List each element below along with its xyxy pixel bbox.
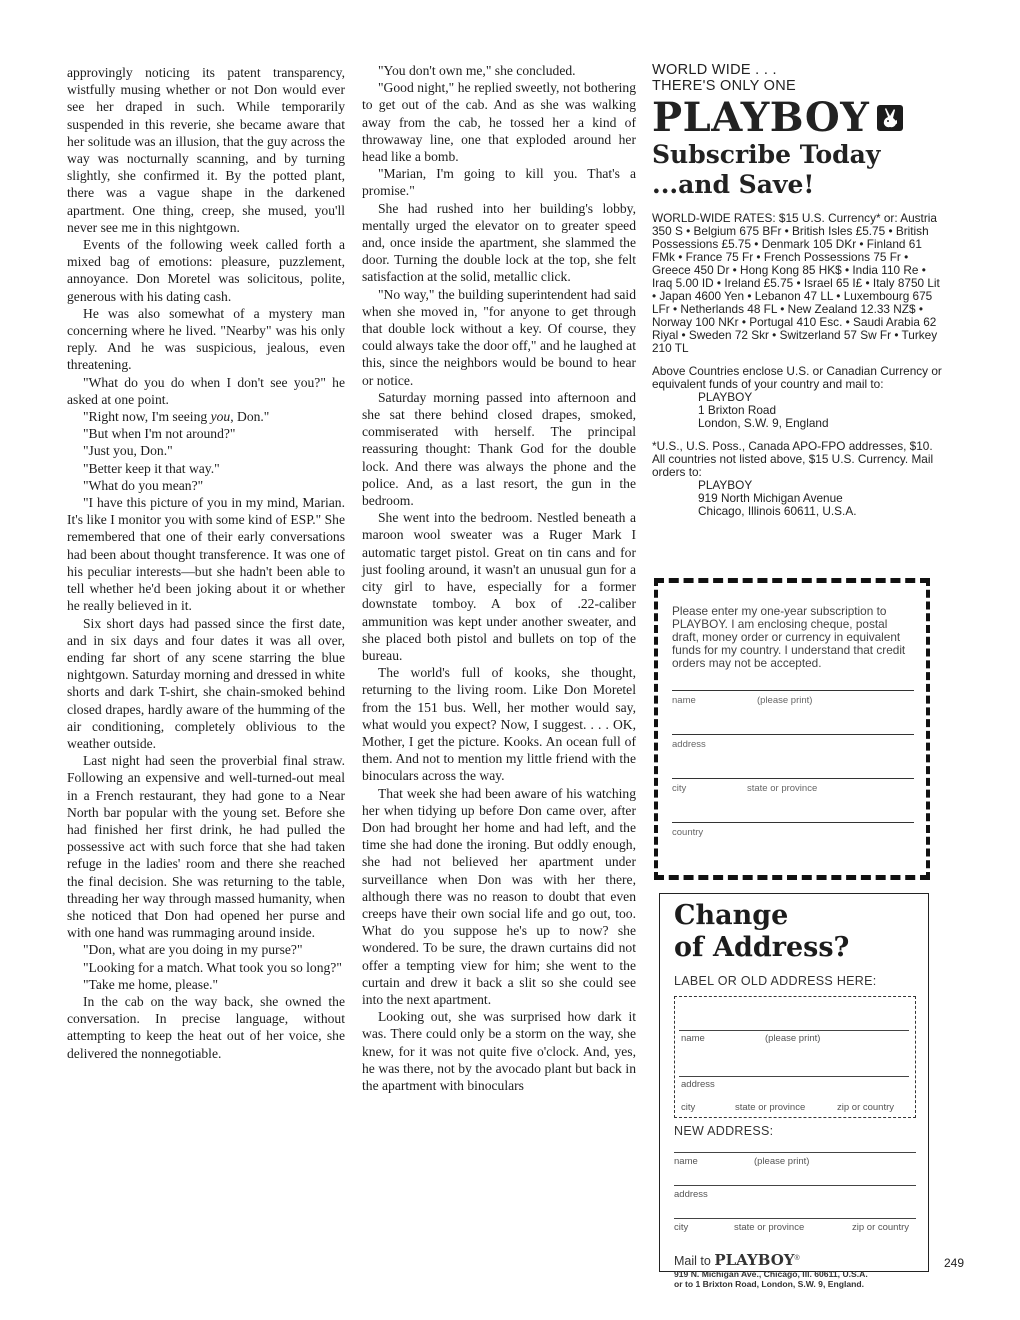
us-address-line: PLAYBOY [698,478,753,492]
paragraph: Six short days had passed since the first date, and in six days and four dates it was all over, ending far short of any scene starring the blue nightgown. Saturday morning and dressed in white shorts and dark T-shirt, she chain-smoked behind closed drapes, hardly aware of the humming of the air conditioning, completely oblivious to the weather outside. [67,615,345,751]
city-label: city [674,1222,689,1233]
paragraph: "But when I'm not around?" [83,426,236,442]
please-print-label: (please print) [757,695,813,706]
paragraph: "What do you do when I don't see you?" he asked at one point. [67,374,345,407]
paragraph: That week she had been aware of his watching her when tidying up before Don came over, after Don had brought her home and had left, and the time she had done the ironing. But oddly enough, she had not believed her apartment under surveillance when Don was with her there, although there was no reason to doubt that even creeps have their own social life and go out, too. What do you suppose he's up to now? she wondered. To be sure, the drawn curtains did not offer a tempting view for him; she went to the curtain and drew it back a slit so she could see into the next apartment. [362,785,636,1007]
address-label: address [681,1079,715,1090]
paragraph: "Take me home, please." [83,976,219,992]
please-print-label: (please print) [765,1033,821,1044]
playboy-logo [652,96,947,140]
world-wide-rates: WORLD-WIDE RATES: $15 U.S. Currency* or: Austria 350 S • Belgium 675 BFr • British Isles £5.75 • British Possessions £5.75 • Denmark 105 DKr • Finland 61 FMk • France 75 Fr • French Possessions 75 Fr • Greece 450 Dr • Hong Kong 85 HK$ • India 110 Re • Iraq 5.00 ID • Ireland £5.75 • Israel 65 I£ • Italy 8750 Lit • Japan 4600 Yen • Lebanon 47 LL • Luxembourg 675 LFr • Netherlands 48 FL • New Zealand 12.33 NZ$ • Norway 100 NKr • Portugal 410 Esc. • Saudi Arabia 62 Riyal • Sweden 72 Skr • Switzerland 57 Sw Fr • Turkey 210 TL [652,211,940,355]
paragraph: He was also somewhat of a mystery man concerning where he lived. "Nearby" was his only reply. And he was suspicious, jealous, even threatening. [67,305,345,373]
state-label: state or province [747,783,818,794]
paragraph: "Looking for a match. What took you so long?" [83,959,342,975]
paragraph: "Marian, I'm going to kill you. That's a promise." [362,166,636,199]
page-number: 249 [944,1256,965,1270]
new-address-label: NEW ADDRESS: [674,1124,774,1138]
subscription-coupon [654,578,930,880]
old-address-label: LABEL OR OLD ADDRESS HERE: [674,974,877,988]
paragraph: "Just you, Don." [83,443,173,459]
registered-mark: ® [794,1254,800,1262]
new-city-field[interactable] [674,1218,916,1245]
paragraph: "Better keep it that way." [83,460,220,476]
uk-address-line: PLAYBOY [698,390,753,404]
mail-playboy-logo: PLAYBOY [714,1251,795,1269]
article-column-2 [362,62,636,1094]
paragraph: "Don, what are you doing in my purse?" [83,942,303,958]
new-address-field[interactable] [674,1185,916,1212]
coupon-country-field[interactable] [672,822,914,848]
paragraph: Last night had seen the proverbial final straw. Following an expensive and well-turned-out meal in a French restaurant, they had gone to a Near North bar popular with the young set. Before she had finished her first drink, he had pulled the possessive act with such force that she had taken refuge in the ladies' room and there she reached the final decision. She was returning to the table, threading her way through massed humanity, when she noticed that Don had opened her purse and with one hand was rummaging around inside. [67,753,345,941]
paragraph: Saturday morning passed into afternoon and she sat there behind closed drapes, smoked, commiserated with herself. The principal reassuring thought: Thank God for the double lock. And there was always the phone and the police. And, as a last resort, the gun in the bedroom. [362,389,636,509]
ad-tagline-1: WORLD WIDE . . . [652,62,777,78]
emphasis: you [210,409,231,425]
paragraph: "Right now, I'm seeing you, Don." [83,409,270,425]
zip-label: zip or country [837,1102,895,1113]
coupon-name-field[interactable] [672,690,914,716]
zip-label: zip or country [852,1222,910,1233]
old-address-box [674,996,916,1118]
paragraph: "Good night," he replied sweetly, not bothering to get out of the cab. And as she was walking away from the cab, he tossed her a kind of throwaway line, one that exploded around her head like a bomb. [362,80,636,165]
save-heading: ...and Save! [652,170,815,199]
change-of-address-box [659,893,929,1289]
playboy-wordmark: PLAYBOY [652,94,870,141]
country-label: country [672,827,704,838]
paragraph: Looking out, she was surprised how dark it was. There could only be a storm on the way, she knew, for it was not quite five o'clock. And, yes, he was there, not by the avocado plant but back in the apartment with binoculars [362,1009,636,1093]
paragraph: "You don't own me," she concluded. [378,63,576,78]
old-name-field[interactable] [679,999,909,1044]
mail-to-label: Mail to [674,1254,711,1268]
new-name-field[interactable] [674,1152,916,1179]
city-label: city [681,1102,696,1113]
uk-mail-address: or to 1 Brixton Road, London, S.W. 9, England. [674,1279,865,1289]
paragraph: "No way," the building superintendent had said when she moved in, "for anyone to get through that double lock without a key. Of course, they could always take the door off," and he laughed at this, since the neighbors would be bound to hear or notice. [362,286,636,388]
us-address-line: 919 North Michigan Avenue [698,491,843,505]
uk-address-line: London, S.W. 9, England [698,416,829,430]
please-print-label: (please print) [754,1156,810,1167]
above-countries-note: Above Countries enclose U.S. or Canadian Currency or equivalent funds of your country and mail to: [652,364,942,391]
paragraph: "What do you mean?" [83,477,204,493]
paragraph: "I have this picture of you in my mind, Marian. It's like I monitor you with some kind of ESP." She remembered that one of their early conversations had been about thought transference. It was one of his peculiar interests—but she hadn't been able to tell whether he'd been joking about it or whether he really believed in it. [67,495,345,614]
change-title: Change [674,900,789,931]
state-label: state or province [735,1102,806,1113]
name-label: name [681,1033,705,1044]
name-label: name [674,1156,698,1167]
paragraph: Events of the following week called forth a mixed bag of emotions: pleasure, puzzlement, annoyance. Don Moretel was solicitous, polite, generous with his dating cash. [67,237,345,304]
uk-address [698,391,947,430]
subscribe-heading: Subscribe Today [652,140,881,169]
paragraph: She went into the bedroom. Nestled beneath a maroon wool sweater was a Ruger Mark I automatic target pistol. Great on tin cans and for just fooling around, it wasn't an unusual gun for a city girl to have, especially for a former downstate tomboy. A box of .22-caliber ammunition was kept under another sweater, and she placed both pistol and bullets on top of the bureau. [362,510,636,663]
subscription-ad [652,62,947,518]
mail-to-line [674,1251,916,1269]
us-mail-address: 919 N. Michigan Ave., Chicago, Ill. 60611, U.S.A. [674,1269,868,1279]
paragraph: approvingly noticing its patent transparency, wistfully musing whether or not Don would ever see her draped in such. While temporarily suspended in this reverie, she became aware that her solitude was an illusion, that the guy across the way was nocturnally scanning, and by turning slightly, she confirmed it. By the potted plant, there was a vague shape in the darkened apartment. One thing, creep, she mused, you'll never see me in this nightgown. [67,65,345,235]
paragraph: The world's full of kooks, she thought, returning to the living room. Like Don Moretel from the 151 bus. Well, her mother would say, what would you expect? Now, I suggest. . . . OK, Mother, I get the picture. Kooks. An ocean full of them. And not to mention my little friend with the binoculars across the way. [362,665,636,784]
old-city-field[interactable] [679,1091,909,1113]
ad-tagline-2: THERE'S ONLY ONE [652,78,797,94]
of-address-title: of Address? [674,932,850,963]
state-label: state or province [734,1222,805,1233]
paragraph: She had rushed into her building's lobby, mentally urged the elevator on to greater speed and, once inside the apartment, she slammed the door. Turning the double lock at the top, she felt satisfaction at the solid, metallic click. [362,200,636,285]
old-address-field[interactable] [679,1045,909,1090]
address-label: address [674,1189,708,1200]
address-label: address [672,739,706,750]
article-column-1 [67,64,345,1062]
coupon-text: Please enter my one-year subscription to PLAYBOY. I am enclosing cheque, postal draft, money order or currency in equivalent funds for my country. I understand that credit orders may not be accepted. [672,604,906,670]
uk-address-line: 1 Brixton Road [698,403,777,417]
us-address-line: Chicago, Illinois 60611, U.S.A. [698,504,857,518]
name-label: name [672,695,696,706]
us-rates-note: *U.S., U.S. Poss., Canada APO-FPO addresses, $10. All countries not listed above, $15 U.S. Currency. Mail orders to: [652,439,934,479]
paragraph: In the cab on the way back, she owned the conversation. In precise language, without attempting to keep the heat out of her voice, she delivered the nonnegotiable. [67,993,345,1061]
city-label: city [672,783,687,794]
coupon-city-field[interactable] [672,778,914,804]
rabbit-head-icon [877,105,903,131]
us-address [698,479,947,518]
coupon-address-field[interactable] [672,734,914,760]
